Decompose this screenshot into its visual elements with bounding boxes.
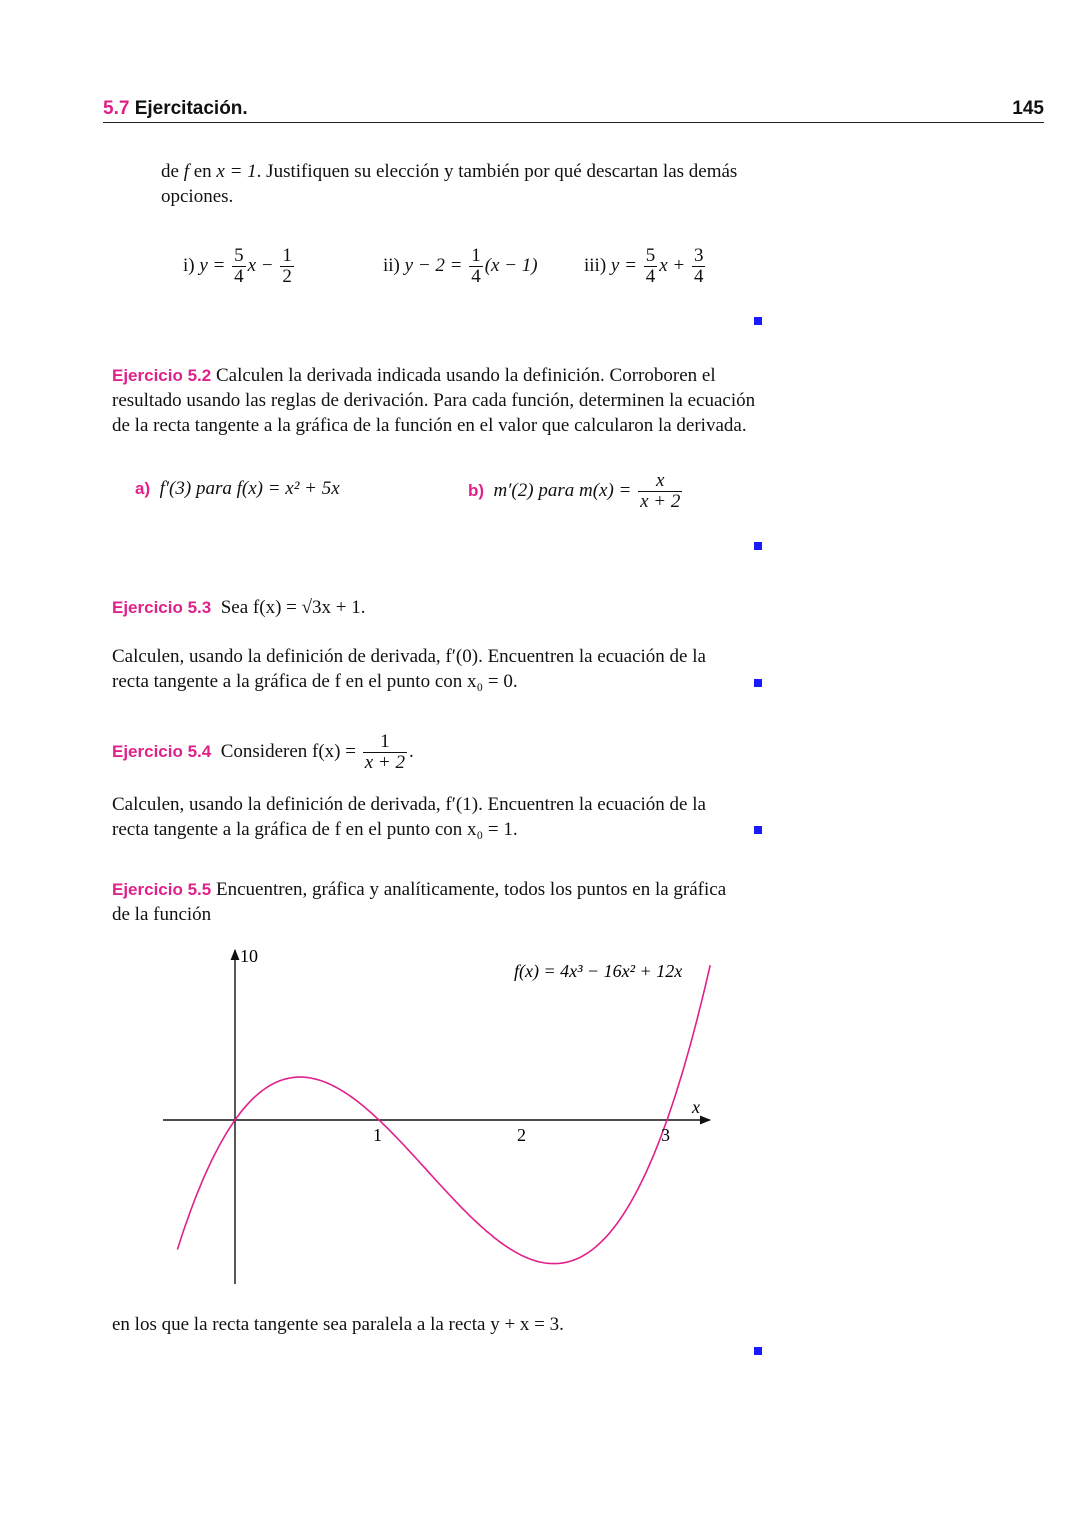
exercise-5-2-item-b: b) m′(2) para m(x) = $\frac{x}{x + 2}$ — [468, 470, 681, 512]
x-tick-label: 2 — [517, 1125, 526, 1145]
section-number: 5.7 — [103, 98, 130, 119]
function-curve — [177, 965, 710, 1263]
x-tick-label: 1 — [373, 1125, 382, 1145]
exercise-5-2: Ejercicio 5.2 Calculen la derivada indicada usando la definición. Corroboren el resultado usando las reglas de derivación. Para cada función, determinen la ecuación de la recta tangente a la gráfica de la función en el valor que calcularon la derivada. — [112, 365, 756, 436]
option-i: i) y = $\frac{5}{4}$ x − $\frac{1}{2}$ — [183, 245, 292, 287]
continuation-paragraph: de f en x = 1. Justifiquen su elección y también por qué descartan las demás opciones. — [161, 161, 738, 207]
exercise-5-5-after: en los que la recta tangente sea paralela a la recta y + x = 3. — [112, 1314, 564, 1335]
exercise-5-3-title: Ejercicio 5.3 Sea f(x) = √3x + 1. — [112, 597, 366, 618]
section-title: Ejercitación. — [134, 98, 248, 119]
exercise-5-4-body: Calculen, usando la definición de derivada, f′(1). Encuentren la ecuación de la recta tangente a la gráfica de f en el punto con x₀ = 1. — [112, 794, 706, 840]
exercise-label: Ejercicio 5.2 — [112, 366, 212, 385]
y-tick-label: 10 — [240, 946, 258, 966]
x-tick-label: 3 — [661, 1125, 670, 1145]
x-axis-label: x — [692, 1097, 700, 1117]
exercise-5-2-item-a: a) f′(3) para f(x) = x² + 5x — [135, 478, 340, 499]
exercise-5-4-title: Ejercicio 5.4 Consideren f(x) = $\frac{1}{x + 2}$ . — [112, 731, 414, 773]
option-ii: ii) y − 2 = $\frac{1}{4}$ (x − 1) — [383, 245, 538, 287]
exercise-5-5: Ejercicio 5.5 Encuentren, gráfica y analíticamente, todos los puntos en la gráfica de la función — [112, 879, 727, 925]
exercise-5-3-body: Calculen, usando la definición de derivada, f′(0). Encuentren la ecuación de la recta tangente a la gráfica de f en el punto con x₀ = 0. — [112, 646, 706, 692]
qed-mark — [754, 1347, 762, 1355]
page-number: 145 — [1012, 98, 1044, 119]
function-label: f(x) = 4x³ − 16x² + 12x — [514, 961, 683, 981]
option-iii: iii) y = $\frac{5}{4}$ x + $\frac{3}{4}$ — [584, 245, 704, 287]
